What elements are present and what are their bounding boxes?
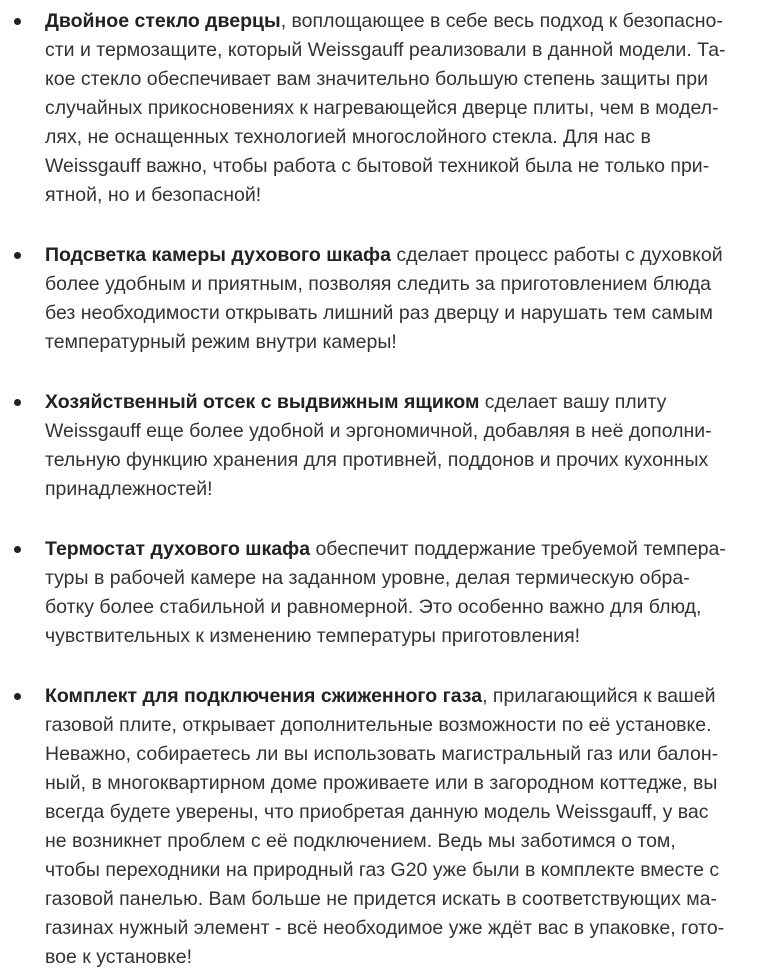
feature-item-glass-door (0, 7, 737, 210)
text-line: газовой плите, открывает дополнительные возможности по её установке. (45, 714, 712, 736)
text-line: Комплект для подключения сжиженного газа, прилагающийся к вашей (45, 685, 716, 707)
text-line: ботку более стабильной и равномерной. Это особенно важно для блюд, (45, 596, 702, 618)
text-line: без необходимости открывать лишний раз дверцу и нарушать тем самым (45, 302, 713, 324)
text-line: ятной, но и безопасной! (45, 184, 262, 206)
text-line: более удобным и приятным, позволяя следить за приготовлением блюда (45, 273, 711, 295)
text-line: Термостат духового шкафа обеспечит поддержание требуемой темпера- (45, 538, 726, 560)
text-line: принадлежностей! (45, 478, 213, 500)
text-line: сти и термозащите, который Weissgauff реализовали в данной модели. Та- (45, 39, 726, 61)
feature-title: Термостат духового шкафа (45, 538, 311, 560)
bullet-icon (14, 18, 21, 25)
feature-item-thermostat (0, 535, 737, 651)
text-line: чувствительных к изменению температуры приготовления! (45, 625, 581, 647)
feature-title: Подсветка камеры духового шкафа (45, 244, 391, 266)
bullet-icon (14, 546, 21, 553)
text-line: температурный режим внутри камеры! (45, 331, 397, 353)
text-line: лях, не оснащенных технологией многослойного стекла. Для нас в (45, 126, 651, 148)
text-line: Неважно, собираетесь ли вы использовать магистральный газ или балон- (45, 743, 719, 765)
text-line: ный, в многоквартирном доме проживаете или в загородном коттедже, вы (45, 772, 718, 794)
text-line: тельную функцию хранения для противней, поддонов и прочих кухонных (45, 449, 709, 471)
text-line: газинах нужный элемент - всё необходимое уже ждёт вас в упаковке, гото- (45, 917, 725, 939)
text-line: Двойное стекло дверцы, воплощающее в себе весь подход к безопасно- (45, 10, 723, 32)
feature-item-lpg-kit (0, 682, 737, 972)
feature-title: Двойное стекло дверцы (45, 10, 281, 32)
feature-title: Комплект для подключения сжиженного газа (45, 685, 483, 707)
text-line: Хозяйственный отсек с выдвижным ящиком сделает вашу плиту (45, 391, 667, 413)
text-line: Подсветка камеры духового шкафа сделает процесс работы с духовкой (45, 244, 723, 266)
text-line: вое к установке! (45, 946, 193, 968)
text-line: чтобы переходники на природный газ G20 уже были в комплекте вместе с (45, 859, 720, 881)
text-line: Weissgauff важно, чтобы работа с бытовой техникой была не только при- (45, 155, 710, 177)
text-line: не возникнет проблем с её подключением. Ведь мы заботимся о том, (45, 830, 676, 852)
feature-title: Хозяйственный отсек с выдвижным ящиком (45, 391, 480, 413)
text-line: случайных прикосновениях к нагревающейся дверце плиты, чем в модел- (45, 97, 719, 119)
text-line: Weissgauff еще более удобной и эргономичной, добавляя в неё дополни- (45, 420, 712, 442)
text-line: кое стекло обеспечивает вам значительно большую степень защиты при (45, 68, 708, 90)
text-line: туры в рабочей камере на заданном уровне, делая термическую обра- (45, 567, 690, 589)
bullet-icon (14, 693, 21, 700)
bullet-icon (14, 399, 21, 406)
feature-item-storage-drawer (0, 388, 737, 504)
text-line: газовой панелью. Вам больше не придется искать в соответствующих ма- (45, 888, 717, 910)
text-line: всегда будете уверены, что приобретая данную модель Weissgauff, у вас (45, 801, 709, 823)
bullet-icon (14, 252, 21, 259)
feature-list (0, 7, 762, 972)
feature-item-oven-light (0, 241, 737, 357)
